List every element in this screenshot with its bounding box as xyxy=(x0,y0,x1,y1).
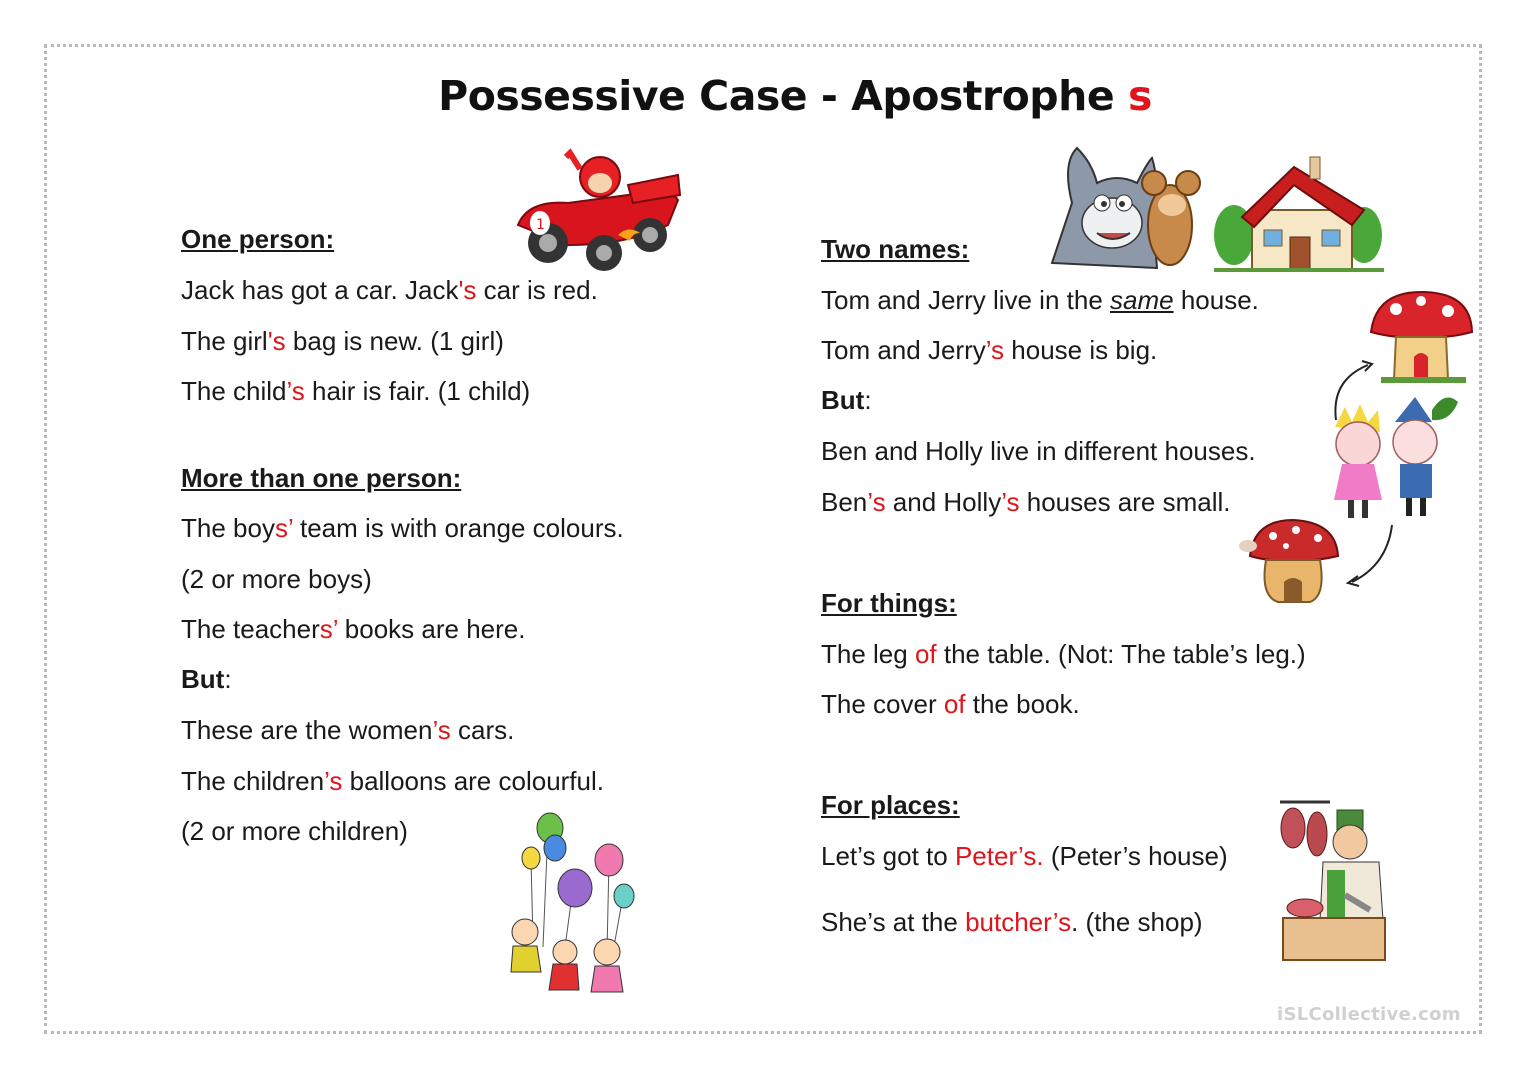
sentence-women-cars: These are the women’s cars. xyxy=(181,715,515,745)
label-but-right: But: xyxy=(821,385,872,415)
sentence-child-hair: The child’s hair is fair. (1 child) xyxy=(181,376,531,406)
balloons-kids-image xyxy=(503,812,643,1004)
note-more-children: (2 or more children) xyxy=(181,816,408,846)
mushroom-house-top-image xyxy=(1366,287,1476,387)
svg-text:1: 1 xyxy=(536,217,545,233)
arrow-up-icon xyxy=(1326,355,1376,425)
page-title: Possessive Case - Apostrophe s xyxy=(438,72,1152,120)
heading-one-person: One person: xyxy=(181,224,335,254)
sentence-butchers: She’s at the butcher’s. (the shop) xyxy=(821,907,1203,937)
race-car-boy-image xyxy=(508,145,683,273)
sentence-boys-team: The boys’ team is with orange colours. xyxy=(181,513,624,543)
heading-for-things: For things: xyxy=(821,588,957,618)
sentence-ben-holly-live: Ben and Holly live in different houses. xyxy=(821,436,1256,466)
mushroom-house-bottom-image xyxy=(1238,516,1344,606)
heading-two-names: Two names: xyxy=(821,234,970,264)
arrow-down-icon xyxy=(1342,520,1402,590)
sentence-children-balloons: The children’s balloons are colourful. xyxy=(181,766,604,796)
heading-for-places: For places: xyxy=(821,790,960,820)
sentence-tom-jerry-same: Tom and Jerry live in the same house. xyxy=(821,285,1259,315)
tom-and-jerry-image xyxy=(1042,143,1204,283)
sentence-teachers-books: The teachers’ books are here. xyxy=(181,614,526,644)
sentence-book-cover: The cover of the book. xyxy=(821,689,1080,719)
heading-more-than-one: More than one person: xyxy=(181,463,462,493)
note-more-boys: (2 or more boys) xyxy=(181,564,372,594)
sentence-tom-jerry-house: Tom and Jerry’s house is big. xyxy=(821,335,1158,365)
sentence-girl-bag: The girl's bag is new. (1 girl) xyxy=(181,326,504,356)
sentence-peters-house: Let’s got to Peter’s. (Peter’s house) xyxy=(821,841,1228,871)
sentence-ben-holly-houses: Ben’s and Holly’s houses are small. xyxy=(821,487,1231,517)
sentence-table-leg: The leg of the table. (Not: The table’s leg.) xyxy=(821,639,1306,669)
butcher-image xyxy=(1275,790,1393,968)
sentence-jack-car: Jack has got a car. Jack's car is red. xyxy=(181,275,598,305)
watermark: iSLCollective.com xyxy=(1277,1004,1461,1025)
label-but-left: But: xyxy=(181,664,232,694)
red-roof-house-image xyxy=(1214,155,1384,275)
